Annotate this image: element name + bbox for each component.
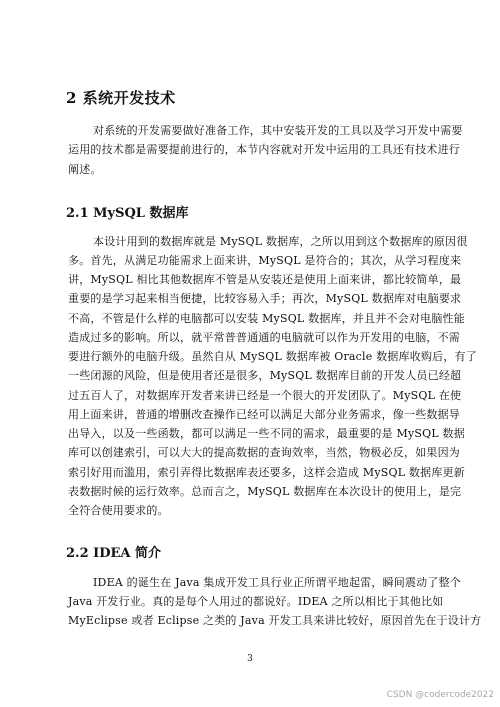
section-heading-idea: 2.2 IDEA 简介 <box>66 546 162 561</box>
paragraph-line: 不高，不管是什么样的电脑都可以安装 MySQL 数据库，并且并不会对电脑性能 <box>68 312 465 325</box>
paragraph-line: 一些闭源的风险，但是使用者还是很多，MySQL 数据库目前的开发人员已经超 <box>68 369 462 382</box>
intro-line: 运用的技术都是需要提前进行的，本节内容就对开发中运用的工具还有技术进行 <box>68 143 460 156</box>
paragraph-line: MyEclipse 或者 Eclipse 之类的 Java 开发工具来讲比较好，原因首先在于设计方 <box>68 614 482 627</box>
paragraph-line: IDEA 的诞生在 Java 集成开发工具行业正所谓平地起雷，瞬间震动了整个 <box>93 576 461 589</box>
intro-line: 阐述。 <box>68 163 102 176</box>
intro-line: 对系统的开发需要做好准备工作，其中安装开发的工具以及学习开发中需要 <box>93 124 463 137</box>
paragraph-line: 全符合使用要求的。 <box>68 504 169 517</box>
watermark-text: CSDN @codercode2022 <box>386 690 494 700</box>
paragraph-line: 索引好用而滥用，索引弄得比数据库表还要多，这样会造成 MySQL 数据库更新 <box>68 466 465 479</box>
section-heading-mysql: 2.1 MySQL 数据库 <box>66 206 189 221</box>
paragraph-line: 库可以创建索引，可以大大的提高数据的查询效率，当然，物极必反，如果因为 <box>68 446 460 459</box>
paragraph-line: 要进行额外的电脑升级。虽然自从 MySQL 数据库被 Oracle 数据库收购后，有了 <box>68 350 477 363</box>
paragraph-line: 过五百人了，对数据库开发者来讲已经是一个很大的开发团队了。MySQL 在使 <box>68 389 462 402</box>
paragraph-line: 造成过多的影响。所以，就平常普普通通的电脑就可以作为开发用的电脑，不需 <box>68 331 460 344</box>
paragraph-line: 多。首先，从满足功能需求上面来讲，MySQL 是符合的；其次，从学习程度来 <box>68 254 462 267</box>
paragraph-line: 表数据时候的运行效率。总而言之，MySQL 数据库在本次设计的使用上，是完 <box>68 485 462 498</box>
paragraph-line: 本设计用到的数据库就是 MySQL 数据库，之所以用到这个数据库的原因很 <box>93 235 468 248</box>
paragraph-line: 重要的是学习起来相当便捷，比较容易入手；再次，MySQL 数据库对电脑要求 <box>68 292 462 305</box>
paragraph-line: 出导入，以及一些函数，都可以满足一些不同的需求，最重要的是 MySQL 数据 <box>68 427 465 440</box>
paragraph-line: Java 开发行业。真的是每个人用过的都说好。IDEA 之所以相比于其他比如 <box>68 595 444 608</box>
page-number: 3 <box>247 654 253 664</box>
paragraph-line: 用上面来讲，普通的增删改查操作已经可以满足大部分业务需求，像一些数据导 <box>68 408 460 421</box>
chapter-heading: 2 系统开发技术 <box>66 89 176 107</box>
paragraph-line: 讲，MySQL 相比其他数据库不管是从安装还是使用上面来讲，都比较简单，最 <box>68 273 462 286</box>
